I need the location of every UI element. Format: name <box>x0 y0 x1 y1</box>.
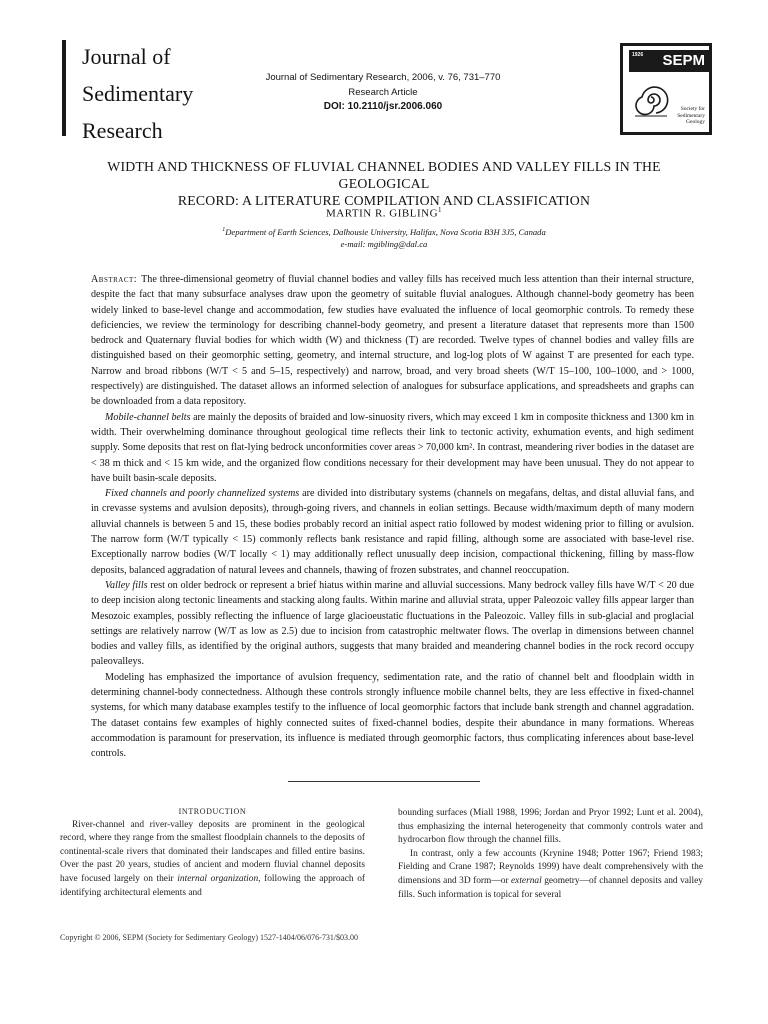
abstract-paragraph: Valley fills rest on older bedrock or represent a brief hiatus within marine and alluvial successions. Many bedrock valley fills have W/T < 20 due to deep incision along tectonic lineaments and stacking along faults. Within marine and alluvial strata, upper Paleozoic valley fills appear larger than Mesozoic examples, possibly reflecting the influence of large glacioeustatic fluctuations in the Paleozoic. Valley fills in sub-glacial and proglacial settings are relatively narrow (W/T as low as 2.5) due to incision from catastrophic meltwater flows. The overlap in dimensions between channel bodies and valley fills, as identified by the original authors, suggests that many braided and meandering channel bodies in the rock record occupy paleovalleys. <box>91 579 694 668</box>
citation: Journal of Sedimentary Research, 2006, v. 76, 731–770 <box>265 72 501 83</box>
section-divider <box>288 781 480 782</box>
society-line-1: Society for <box>680 106 705 112</box>
journal-title <box>82 38 242 149</box>
society-name <box>657 106 705 126</box>
journal-title-line-1: Journal of <box>82 44 171 69</box>
article-title <box>60 158 708 209</box>
abstract <box>91 272 694 762</box>
abstract-label: Abstract: <box>91 274 138 285</box>
logo-year: 1926 <box>632 52 644 58</box>
abstract-paragraph: Modeling has emphasized the importance of avulsion frequency, sedimentation rate, and the ratio of channel belt and floodplain width in determining channel-body connectedness. Although these controls strongly influence mobile channel belts, they are less effective in fixed-channel systems, for which many database examples testify to the influence of local geomorphic factors that include bank strength and channel aggradation. The dataset contains few examples of highly connected suites of fixed-channel bodies, despite their abundance in many formations. Whereas accommodation is paramount for preservation, its influence is mediated through geomorphic factors, thus complicating inferences about base-level controls. <box>91 671 694 760</box>
abstract-paragraph: Abstract: The three-dimensional geometry of fluvial channel bodies and valley fills has received much less attention than their internal structure, despite the fact that many subsurface analyses draw upon the geometry of suitable fluvial analogues. Although channel-body geometry has been widely linked to base-level change and accommodation, few studies have evaluated the influence of local geomorphic controls. To remedy these deficiencies, we review the terminology for describing channel-body geometry, and present a literature dataset that represents more than 1500 bedrock and Quaternary fluvial bodies for which width (W) and thickness (T) are recorded. Twelve types of channel bodies and valley fills are distinguished based on their geomorphic setting, geometry, and internal structure, and log-log plots of W against T are presented for each type. Narrow and broad ribbons (W/T < 5 and 5–15, respectively) and narrow, broad, and very broad sheets (W/T 15–100, 100–1000, and > 1000, respectively) are distinguished. The dataset allows an informed selection of analogues for subsurface applications, and spreadsheets and graphs can be downloaded from a data repository. <box>91 274 694 408</box>
affiliation: Department of Earth Sciences, Dalhousie University, Halifax, Nova Scotia B3H 3J5, Canada <box>225 226 546 237</box>
affiliation-mark: 1 <box>222 227 226 233</box>
affiliation-block <box>60 224 708 250</box>
copyright-footer: Copyright © 2006, SEPM (Society for Sedimentary Geology) 1527-1404/06/076-731/$03.00 <box>60 933 359 942</box>
masthead-bar <box>62 40 66 136</box>
author-name: MARTIN R. GIBLING <box>325 207 439 220</box>
journal-title-line-2: Sedimentary <box>82 81 194 106</box>
abstract-paragraph: Fixed channels and poorly channelized systems are divided into distributary systems (channels on megafans, deltas, and distal alluvial fans, and in crevasse systems and avulsion deposits), through-going rivers, and channels in eolian settings. Because width/maximum depth of many modern alluvial channels is between 5 and 15, these bodies probably record an initial aspect ratio followed by modest widening prior to filling or avulsion. The narrow form (W/T typically < 15) commonly reflects bank resistance and rapid filling, although some are associated with base-level rise. Exceptionally narrow bodies (W/T locally < 1) may additionally reflect unusually deep incision, compactional thickening, filling by mass-flow deposits, balanced aggradation of natural levees and channels, thawing of frozen substrates, and channel reoccupation. <box>91 488 694 576</box>
author-mark: 1 <box>438 206 443 214</box>
sepm-logo <box>620 43 712 135</box>
sepm-banner <box>629 50 709 72</box>
author-email: e-mail: mgibling@dal.ca <box>340 238 428 249</box>
society-line-2: Sedimentary Geology <box>677 112 705 125</box>
body-paragraph: In contrast, only a few accounts (Krynine 1948; Potter 1967; Friend 1983; Fielding and Crane 1987; Reynolds 1999) have dealt comprehensively with the dimensions and 3D form—or external geometry—of channel deposits and valley fills. Such information is topical for several <box>398 848 703 900</box>
author-line <box>60 206 708 220</box>
article-type: Research Article <box>348 86 418 98</box>
article-title-line-1: WIDTH AND THICKNESS OF FLUVIAL CHANNEL BODIES AND VALLEY FILLS IN THE GEOLOGICAL <box>107 159 661 191</box>
body-column-right <box>398 807 703 902</box>
article-title-line-2: RECORD: A LITERATURE COMPILATION AND CLASSIFICATION <box>177 193 591 208</box>
doi: DOI: 10.2110/jsr.2006.060 <box>323 101 443 112</box>
section-heading: INTRODUCTION <box>178 807 247 816</box>
citation-block <box>238 71 528 115</box>
body-column-left <box>60 805 365 900</box>
logo-acronym: SEPM <box>662 52 705 69</box>
abstract-paragraph: Mobile-channel belts are mainly the deposits of braided and low-sinuosity rivers, which may exceed 1 km in composite thickness and 1300 km in width. Their overwhelming dominance throughout geological time reflects their link to tectonic activity, exhumation events, and high sediment supply. Some deposits that rest on flat-lying bedrock unconformities cover areas > 70,000 km². In contrast, meandering river bodies in the dataset are < 38 m thick and < 15 km wide, and the organized flow conditions necessary for their development may have been unusual. They do not appear to have built basin-scale deposits. <box>91 411 694 484</box>
body-paragraph: bounding surfaces (Miall 1988, 1996; Jordan and Pryor 1992; Lunt et al. 2004), thus emphasizing the internal heterogeneity that commonly controls water and hydrocarbon flow through the channel fills. <box>398 808 703 846</box>
journal-title-line-3: Research <box>82 118 163 143</box>
body-paragraph: River-channel and river-valley deposits are prominent in the geological record, where they range from the smallest floodplain channels to the deposits of continental-scale rivers that dominated their landscapes and filled entire basins. Over the past 20 years, studies of ancient and modern fluvial channel deposits have focused largely on their internal organization, following the approach of identifying architectural elements and <box>60 819 366 898</box>
